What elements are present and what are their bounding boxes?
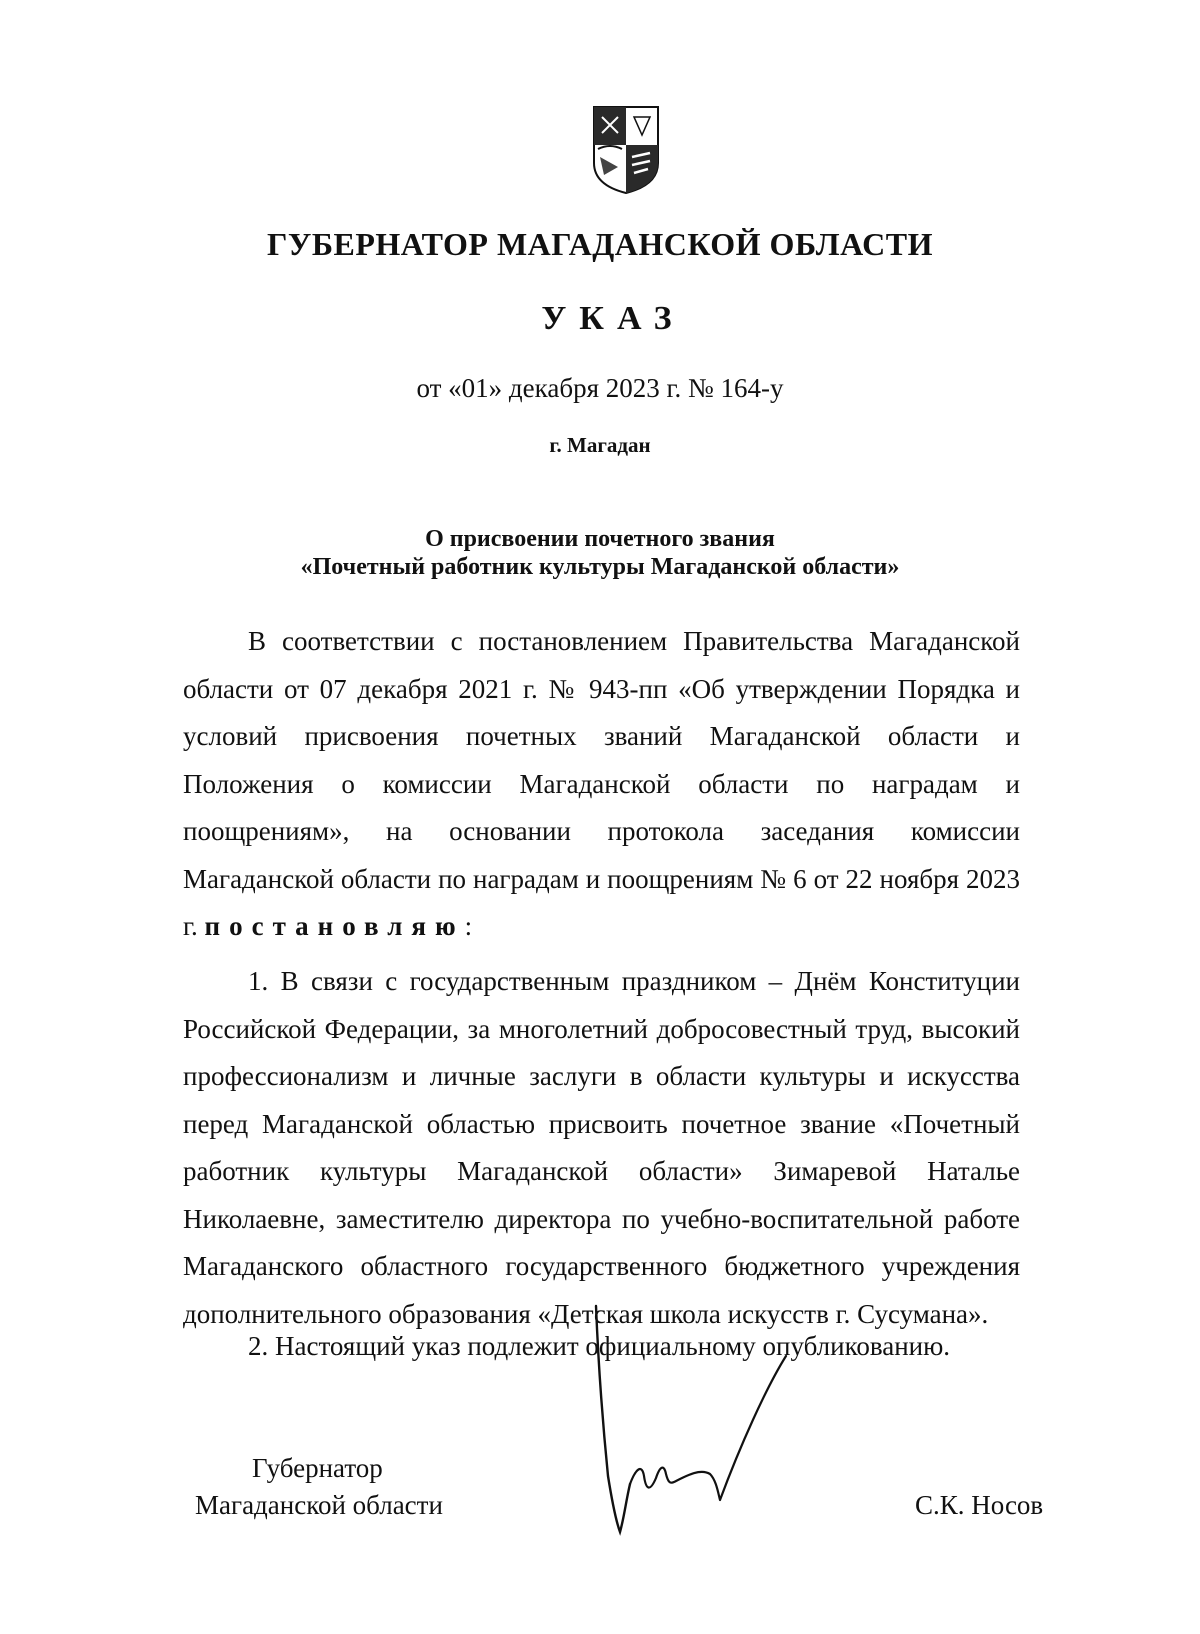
coat-of-arms-emblem: [590, 105, 662, 195]
resolve-colon: :: [464, 911, 473, 941]
signatory-title-line-1: Губернатор: [252, 1453, 383, 1483]
subject-line-1: О присвоении почетного звания: [425, 526, 775, 552]
preamble-paragraph: [183, 618, 1020, 951]
preamble-text: В соответствии с постановлением Правительства Магаданской области от 07 декабря 2021 г. № 943-пп «Об утверждении Порядка и условий присвоения почетных званий Магаданской области и Положения о комиссии Магаданской области по наградам и поощрениям», на основании протокола заседания комиссии Магаданской области по наградам и поощрениям № 6 от 22 ноября 2023 г.: [183, 626, 1020, 941]
issuing-authority: ГУБЕРНАТОР МАГАДАНСКОЙ ОБЛАСТИ: [267, 226, 933, 262]
handwritten-signature: [590, 1296, 820, 1541]
decree-item-2: 2. Настоящий указ подлежит официальному опубликованию.: [248, 1331, 951, 1361]
resolve-word: постановляю: [204, 911, 465, 941]
document-type: УКАЗ: [541, 300, 685, 337]
decree-item-1: 1. В связи с государственным праздником – Днём Конституции Российской Федерации, за многолетний добросовестный труд, высокий профессионализм и личные заслуги в области культуры и искусства перед Магаданской областью присвоить почетное звание «Почетный работник культуры Магаданской области» Зимаревой Наталье Николаевне, заместителю директора по учебно-воспитательной работе Магаданского областного государственного бюджетного учреждения дополнительного образования «Детская школа искусств г. Сусумана».: [183, 966, 1020, 1329]
subject-line-2: «Почетный работник культуры Магаданской области»: [300, 554, 900, 580]
signatory-title-line-2: Магаданской области: [195, 1490, 443, 1520]
signatory-name: С.К. Носов: [915, 1490, 1044, 1520]
document-city: г. Магадан: [549, 433, 651, 457]
document-date-number: от «01» декабря 2023 г. № 164-у: [416, 373, 784, 403]
